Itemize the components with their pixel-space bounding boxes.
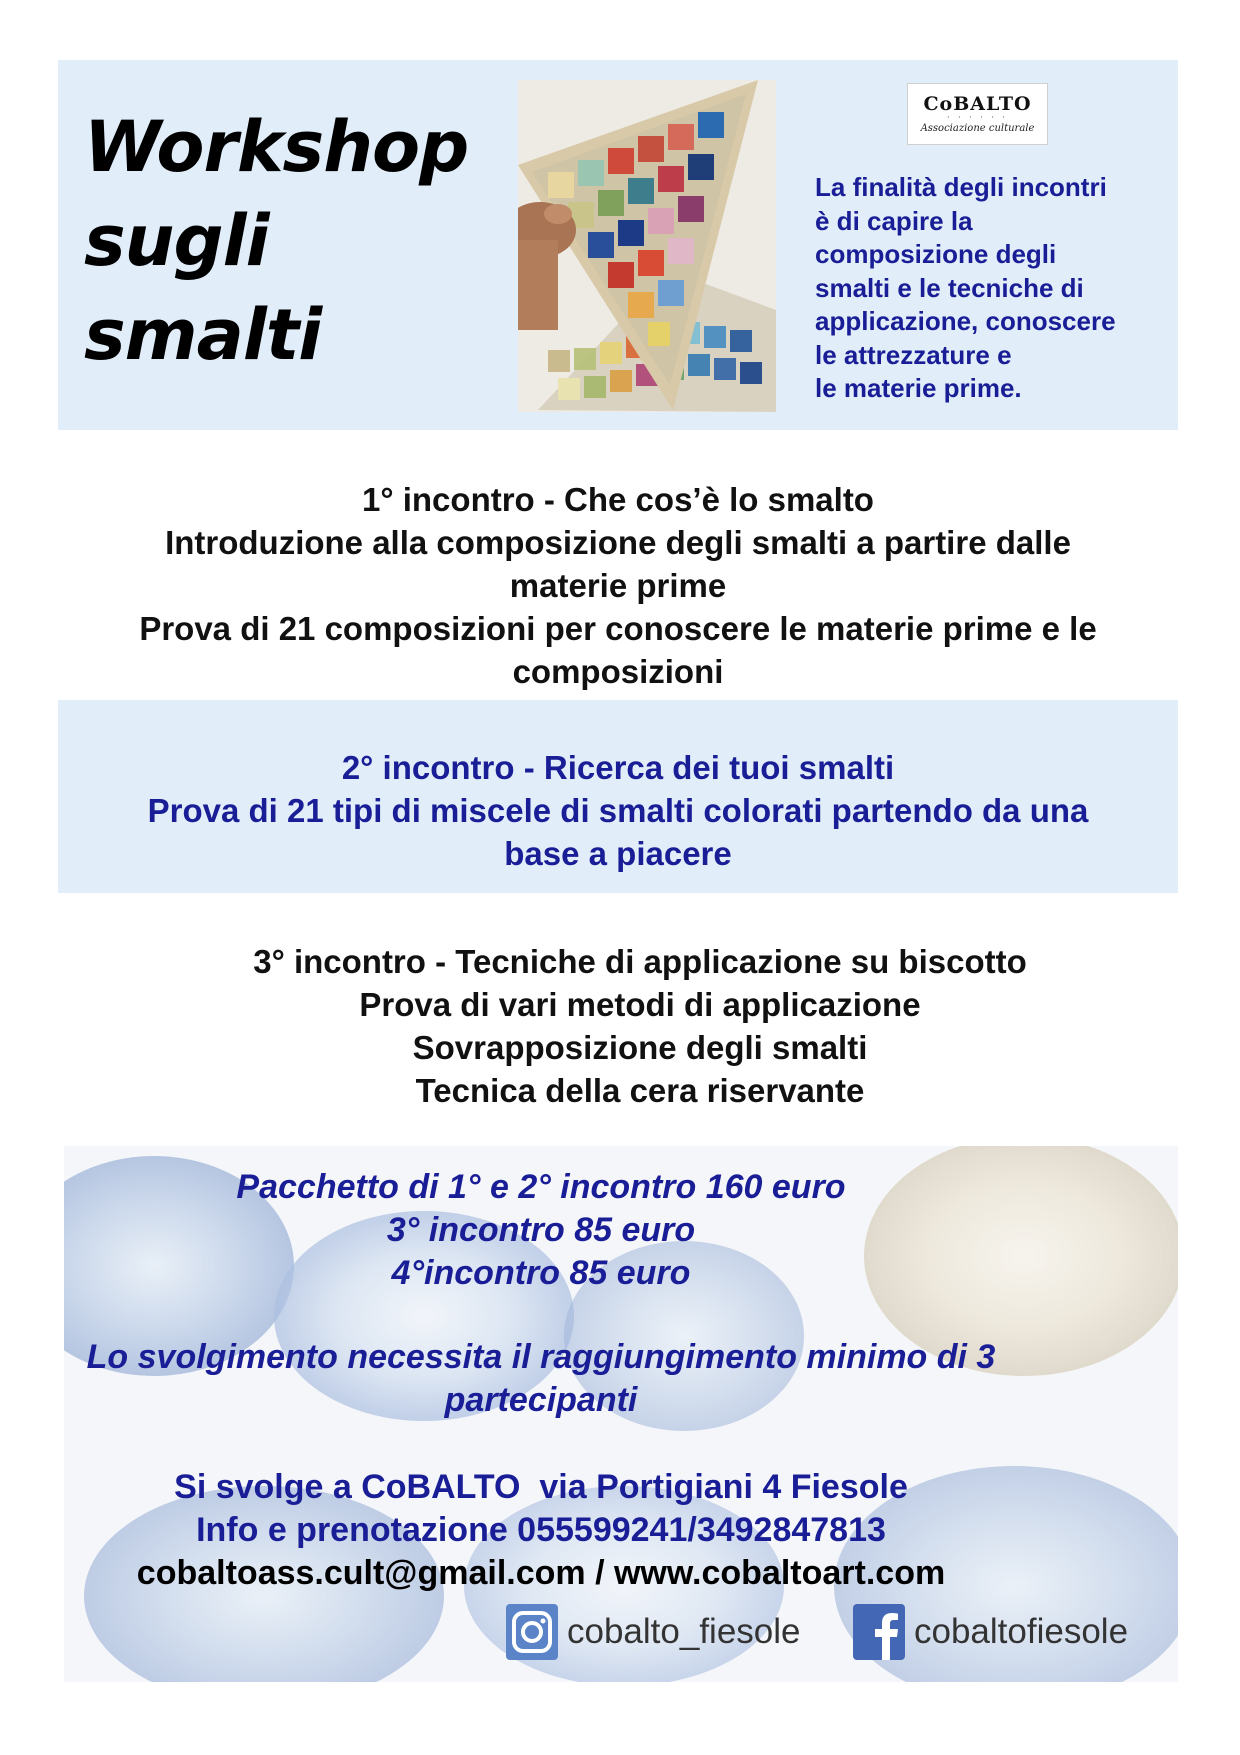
facebook-handle[interactable]: cobaltofiesole — [914, 1612, 1129, 1651]
meeting-1-heading: 1° incontro - Che cos’è lo smalto — [362, 481, 874, 518]
aim-line: smalti e le tecniche di — [815, 272, 1084, 303]
aim-line: composizione degli — [815, 239, 1057, 269]
instagram-icon — [505, 1603, 559, 1661]
pricing-list — [64, 1166, 1098, 1295]
meeting-3-line: Sovrapposizione degli smalti — [412, 1029, 868, 1066]
logo-subtitle: Associazione culturale — [920, 123, 1035, 134]
meeting-1-section — [58, 478, 1178, 693]
meeting-2-heading: 2° incontro - Ricerca dei tuoi smalti — [341, 749, 895, 786]
meeting-3-line: Prova di vari metodi di applicazione — [359, 986, 921, 1023]
title-line: smalti — [84, 294, 322, 376]
location-text: Si svolge a CoBALTO via Portigiani 4 Fiesole — [174, 1468, 908, 1506]
meeting-1-line: Prova di 21 composizioni per conoscere le materie prime e le — [139, 610, 1097, 647]
contact-info — [64, 1466, 1098, 1552]
aim-line: applicazione, conoscere — [815, 306, 1116, 336]
aim-line: le materie prime. — [815, 373, 1022, 403]
meeting-2-line: base a piacere — [504, 835, 732, 872]
instagram-link[interactable] — [505, 1602, 801, 1662]
meeting-2-line: Prova di 21 tipi di miscele di smalti colorati partendo da una — [147, 792, 1089, 829]
meeting-1-line: composizioni — [512, 653, 724, 690]
aim-line: La finalità degli incontri — [815, 172, 1107, 202]
page-title — [84, 100, 468, 382]
facebook-link[interactable] — [852, 1602, 1128, 1662]
logo-name: CoBALTO — [923, 93, 1032, 115]
title-line: sugli — [84, 200, 269, 282]
price-line: 3° incontro 85 euro — [386, 1211, 696, 1249]
price-line: Pacchetto di 1° e 2° incontro 160 euro — [236, 1168, 846, 1206]
meeting-1-line: Introduzione alla composizione degli smalti a partire dalle — [165, 524, 1071, 561]
title-line: Workshop — [84, 106, 469, 188]
minimum-line: partecipanti — [444, 1381, 638, 1419]
meeting-2-section — [58, 746, 1178, 875]
email-website-text[interactable]: cobaltoass.cult@gmail.com / www.cobaltoart.com — [136, 1554, 946, 1592]
price-line: 4°incontro 85 euro — [391, 1254, 691, 1292]
workshop-aim — [815, 171, 1175, 406]
ceramic-tiles-photo — [518, 80, 776, 412]
minimum-line: Lo svolgimento necessita il raggiungimento minimo di 3 — [86, 1338, 996, 1376]
meeting-3-line: Tecnica della cera riservante — [415, 1072, 865, 1109]
meeting-3-section — [80, 940, 1200, 1112]
cobalto-logo — [907, 83, 1048, 145]
phone-text: Info e prenotazione 055599241/3492847813 — [196, 1511, 886, 1549]
ceramic-tiles-illustration — [518, 80, 776, 412]
logo-dots: · · · · · · — [947, 113, 1008, 122]
aim-line: le attrezzature e — [815, 339, 1012, 370]
meeting-3-heading: 3° incontro - Tecniche di applicazione su biscotto — [253, 943, 1027, 980]
aim-line: è di capire la — [815, 205, 973, 236]
facebook-icon — [852, 1603, 906, 1661]
minimum-participants-note — [64, 1336, 1098, 1422]
meeting-1-line: materie prime — [509, 567, 727, 604]
instagram-handle[interactable]: cobalto_fiesole — [567, 1612, 801, 1651]
